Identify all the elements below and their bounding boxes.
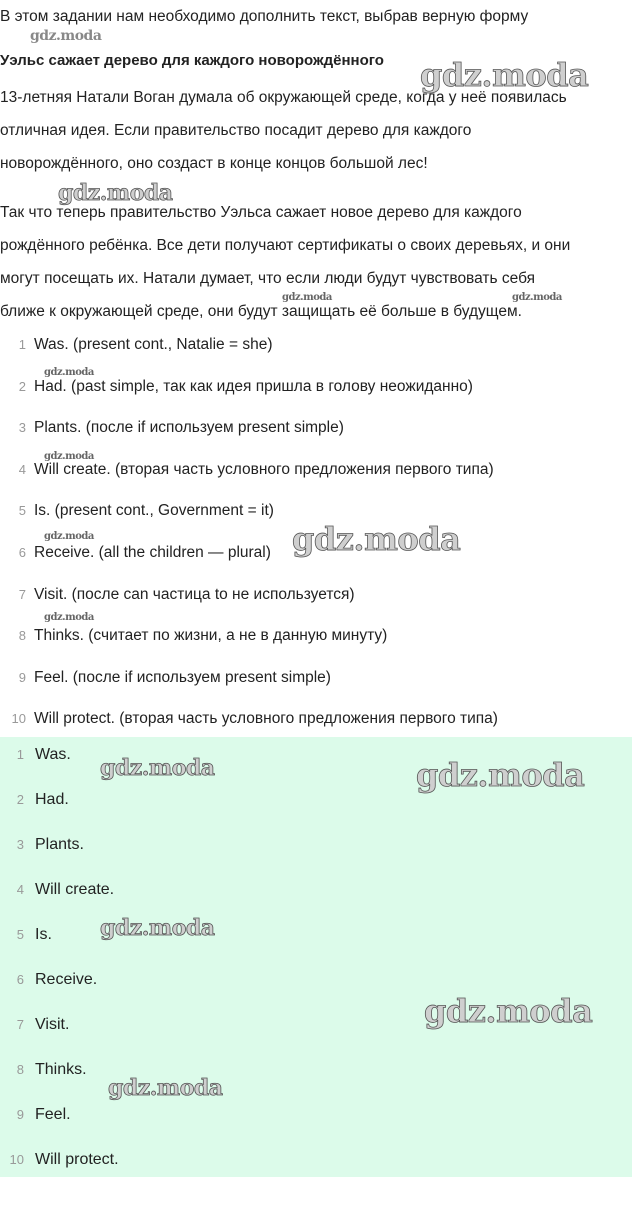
- intro-text: В этом задании нам необходимо дополнить текст, выбрав верную форму: [0, 8, 529, 25]
- item-text: Receive.: [35, 971, 98, 988]
- watermark: gdz.moda: [58, 180, 173, 206]
- item-text: Will protect. (вторая часть условного предложения первого типа): [34, 710, 498, 728]
- item-text: Feel.: [35, 1106, 71, 1123]
- item-number: 7: [16, 1017, 24, 1032]
- item-text: Plants.: [35, 836, 84, 853]
- watermark: gdz.moda: [44, 451, 94, 462]
- item-text: Will create. (вторая часть условного предложения первого типа): [34, 460, 494, 478]
- paragraph-line: ближе к окружающей среде, они будут защищать её больше в будущем.: [0, 303, 522, 320]
- item-text: Thinks.: [35, 1061, 87, 1078]
- item-number: 9: [16, 1107, 24, 1122]
- item-text: Receive. (all the children — plural): [34, 543, 271, 561]
- item-number: 1: [18, 337, 26, 352]
- watermark: gdz.moda: [44, 612, 94, 623]
- item-text: Visit.: [35, 1016, 70, 1033]
- item-text: Visit. (после can частица to не используется): [34, 585, 355, 603]
- list-item: [0, 618, 632, 660]
- list-item: [0, 1142, 632, 1187]
- list-item: [0, 1097, 632, 1142]
- item-number: 3: [16, 837, 24, 852]
- item-number: 6: [18, 544, 26, 560]
- watermark: gdz.moda: [512, 292, 562, 303]
- item-text: Had.: [35, 791, 69, 808]
- paragraph-line: Так что теперь правительство Уэльса сажает новое дерево для каждого: [0, 204, 522, 221]
- item-number: 8: [16, 1062, 24, 1077]
- watermark: gdz.moda: [108, 1075, 223, 1101]
- item-number: 5: [18, 503, 26, 519]
- list-item: [0, 1052, 632, 1097]
- paragraph-2: [0, 196, 632, 328]
- list-item: [0, 369, 632, 411]
- list-item: [0, 410, 632, 452]
- item-number: 2: [16, 792, 24, 807]
- list-item: [0, 872, 632, 917]
- watermark: gdz.moda: [100, 915, 215, 941]
- item-number: 8: [18, 628, 26, 644]
- item-text: Is. (present cont., Government = it): [34, 502, 274, 520]
- item-text: Plants. (после if используем present simple): [34, 419, 344, 437]
- list-item: [0, 660, 632, 702]
- paragraph-line: 13-летняя Натали Воган думала об окружающей среде, когда у неё появилась: [0, 89, 567, 106]
- item-text: Thinks. (считает по жизни, а не в данную минуту): [34, 627, 388, 645]
- item-number: 6: [16, 972, 24, 987]
- item-number: 7: [18, 586, 26, 602]
- short-answers-panel: [0, 737, 632, 1177]
- watermark: gdz.moda: [30, 28, 102, 44]
- list-item: [0, 327, 632, 369]
- item-text: Will create.: [35, 881, 115, 898]
- watermark: gdz.moda: [420, 56, 589, 94]
- watermark: gdz.moda: [282, 292, 332, 303]
- paragraph-1: [0, 81, 632, 180]
- watermark: gdz.moda: [416, 756, 585, 794]
- item-number: 1: [16, 747, 24, 762]
- paragraph-line: рождённого ребёнка. Все дети получают сертификаты о своих деревьях, и они: [0, 237, 571, 254]
- paragraph-line: могут посещать их. Натали думает, что если люди будут чувствовать себя: [0, 270, 536, 287]
- list-item: [0, 577, 632, 619]
- watermark: gdz.moda: [44, 367, 94, 378]
- watermark: gdz.moda: [292, 520, 461, 558]
- item-text: Will protect.: [35, 1151, 119, 1168]
- watermark: gdz.moda: [424, 992, 593, 1030]
- list-item: [0, 452, 632, 494]
- item-number: 5: [16, 927, 24, 942]
- item-text: Is.: [35, 926, 52, 943]
- item-number: 10: [9, 1152, 24, 1167]
- watermark: gdz.moda: [100, 755, 215, 781]
- item-number: 9: [18, 669, 26, 685]
- item-text: Was.: [35, 746, 71, 763]
- watermark: gdz.moda: [44, 531, 94, 542]
- item-text: Was. (present cont., Natalie = she): [34, 336, 273, 353]
- paragraph-line: отличная идея. Если правительство посадит дерево для каждого: [0, 122, 472, 139]
- short-answers-list: [0, 737, 632, 1187]
- item-number: 10: [11, 711, 26, 727]
- list-item: [0, 827, 632, 872]
- list-item: [0, 917, 632, 962]
- item-number: 2: [18, 378, 26, 394]
- text-title: Уэльс сажает дерево для каждого новорождённого: [0, 52, 384, 69]
- item-number: 4: [16, 882, 24, 897]
- item-text: Had. (past simple, так как идея пришла в голову неожиданно): [34, 377, 473, 395]
- item-number: 3: [18, 420, 26, 436]
- item-text: Feel. (после if используем present simple): [34, 668, 331, 686]
- item-number: 4: [18, 461, 26, 477]
- paragraph-line: новорождённого, оно создаст в конце концов большой лес!: [0, 155, 428, 172]
